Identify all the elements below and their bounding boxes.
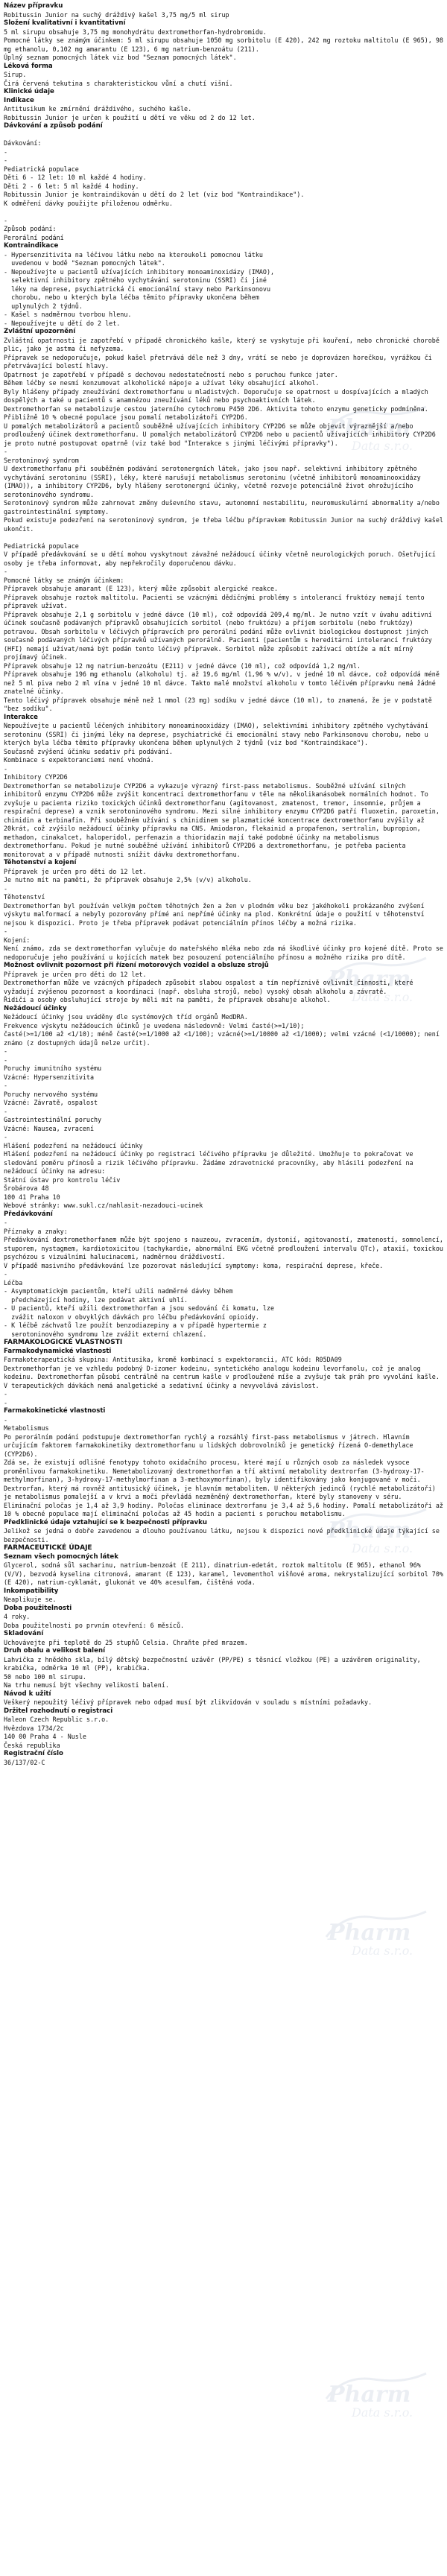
section-heading: Možnost ovlivnit pozornost při řízení motorových vozidel a obsluze strojů [4,962,269,969]
section-text: Nepoužívejte u pacientů léčených inhibitory monoaminooxidázy (IMAO), selektivními inhibitory zpětného vychytávání serotoninu (SSRI) či jinými léky na deprese, psychiatrické či emocionální stavy nebo Parkinsonovu chorobu, nebo u kterých byla léčba těmito přípravky ukončena během uplynulých 2 týdnů (viz bod "Kontraindikace"). Současně zvýšení účinku sedativ při podávání. Kombinace s expektoranciemi není vhodná. - Inhibitory CYP2D6 Dextromethorfan se metabolizuje CYP2D6 a vykazuje výrazný first-pass metabolismus. Souběžné užívání silných inhibitorů enzymu CYP2D6 může zvýšit koncentraci dextromethorfanu v těle na několikanásobek normálních hodnot. To zvyšuje u pacienta riziko toxických účinků dextromethorfanu (agitovanost, zmatenost, tremor, insomnie, průjem a respirační deprese) a vznik serotoninového syndromu. Mezi silné inhibitory enzymu CYP2D6 patří fluoxetin, paroxetin, chinidin a terbinafin. Při souběžném užívání s chinidinem se plazmatické koncentrace dextromethorfanu zvýšily až 20krát, což zvýšilo nežádoucí účinky přípravku na CNS. Amiodaron, flekainid a propafenon, sertralin, bupropion, methadon, cinakalcet, haloperidol, perfenazin a thioridazin mají také podobné účinky na metabolismus dextromethorfanu. Pokud je nutné souběžné užívání inhibitorů CYP2D6 a dextromethorfanu, je potřeba pacienta monitorovat a v případě nutnosti snížit dávku dextromethorfanu. [4,722,440,858]
section-heading: Doba použitelnosti [4,1604,72,1612]
section-heading: Skladování [4,1630,44,1637]
section-heading: Klinické údaje [4,88,54,95]
section-text: - Příznaky a znaky: Předávkování dextromethorfanem může být spojeno s nauzeou, zvracením, dystonií, agitovaností, zmateností, somnolencí, stuporem, nystagmem, kardiotoxicitou (tachykardie, abnormální EKG včetně prodloužení intervalu QTc), ataxií, toxickou psychózou s vizuálními halucinacemi, nadměrnou dráždivostí. V případě masivního předávkování lze pozorovat následující symptomy: koma, respirační deprese, křeče. - Léčba - Asymptomatickým pacientům, kteří užili nadměrné dávky během předcházející hodiny, lze podávat aktivní uhlí. - U pacientů, kteří užili dextromethorfan a jsou sedování či komatu, lze zvážit naloxon v obvyklých dávkách pro léčbu předávkování opioidy. - K léčbě záchvatů lze použít benzodiazepiny a v případě hypertermie z serotoninového syndromu lze zvážit externí chlazení. [4,1219,443,1338]
svg-text:Pharm: Pharm [328,2382,411,2408]
svg-text:Data s.r.o.: Data s.r.o. [352,439,413,453]
section-heading: Těhotenství a kojení [4,859,77,866]
section-text: Přípravek je určen pro děti do 12 let. Je nutno mít na paměti, že přípravek obsahuje 2,5% (v/v) alkoholu. - Těhotenství Dextromethorfan byl používán velkým počtem těhotných žen a žen v plodném věku bez jakéhokoli prokázaného zvýšení výskytu malformací a nebyly pozorovány přímé ani nepřímé účinky na plod. Konkrétní údaje o použití v těhotenství nejsou k dispozici. Proto je třeba přípravek podávat potenciálním přínos léčby a možná rizika. - Kojení: Není známo, zda se dextromethorfan vylučuje do mateřského mléka nebo zda má škodlivé účinky pro kojené dítě. Proto se nedoporučuje jeho používání u kojících matek bez posouzení potenciálního přínosu a možného rizika pro dítě. [4,867,443,961]
svg-text:Data s.r.o.: Data s.r.o. [352,1541,413,1555]
section-text: Dávkování: - - Pediatrická populace Děti 6 - 12 let: 10 ml každé 4 hodiny. Děti 2 - 6 let: 5 ml každé 4 hodiny. Robitussin Junior je kontraindikován u dětí do 2 let (viz bod "Kontraindikace"). K odměření dávky použijte přiloženou odměrku. - Způsob podání: Perorální podání [4,139,305,241]
section-heading: Léková forma [4,62,53,70]
section-text: Lahvička z hnědého skla, bílý dětský bezpečnostní uzávěr (PP/PE) s těsnicí vložkou (PE) a uzávěrem originality, krabička, odměrka 10 ml (PP), krabička. 50 nebo 100 ml sirupu. Na trhu nemusí být všechny velikosti balení. [4,1655,421,1689]
section-text: Farmakoterapeutická skupina: Antitusika, kromě kombinací s expektorancii, ATC kód: R05DA09 Dextromethorfan je ve vzhledu podobný D-izomer kodeinu, syntetického analogu kodeinu levorfanolu, což je analog kodeinu. Dextromethorfan působí centrálně na centrum kašle v prodloužené míše a zvyšuje tak práh pro vyvolání kašle. V terapeutických dávkách nemá analgetické a sedativní účinky a nevyvolává závislost. - - [4,1356,440,1406]
section-heading: Zvláštní upozornění [4,328,76,335]
section-text: Antitusikum ke zmírnění dráždivého, suchého kašle. Robitussin Junior je určen k použití u dětí ve věku od 2 do 12 let. [4,105,256,121]
section-heading-major: FARMAKOLOGICKÉ VLASTNOSTI [4,1339,123,1346]
section-heading: Farmakokinetické vlastnosti [4,1407,106,1415]
section-text: 5 ml sirupu obsahuje 3,75 mg monohydrátu dextromethorfan-hydrobromidu. Pomocné látky se známým účinkem: 5 ml sirupu obsahuje 1050 mg sorbitolu (E 420), 242 mg roztoku maltitolu (E 965), 98 mg ethanolu, 0,102 mg amarantu (E 123), 6 mg natrium-benzoátu (211). Úplný seznam pomocných látek viz bod "Seznam pomocných látek". [4,28,443,61]
section-text: Jelikož se jedná o dobře zavedenou a dlouho používanou látku, nejsou k dispozici nové předklinické údaje týkající se bezpečnosti. [4,1527,443,1544]
svg-text:Pharm: Pharm [328,415,411,441]
section-text: Uchovávejte při teplotě do 25 stupňů Celsia. Chraňte před mrazem. [4,1638,248,1646]
section-heading: Interakce [4,713,38,721]
section-text: 36/137/02-C [4,1758,45,1766]
watermark-logo [322,1907,434,1959]
section-text: Veškerý nepoužitý léčivý přípravek nebo odpad musí být zlikvidován v souladu s místními požadavky. [4,1698,372,1706]
section-heading-major: FARMACEUTICKÉ ÚDAJE [4,1544,92,1552]
svg-text:Pharm: Pharm [328,966,411,992]
section-text: - Hypersenzitivita na léčivou látku nebo na kteroukoli pomocnou látku uvedenou v bodě "Seznam pomocných látek". - Nepoužívejte u pacientů užívajících inhibitory monoaminoxidázy (IMAO), selektivní inhibitory zpětného vychytávání serotoninu (SSRI) či jiné léky na deprese, psychiatrická či emocionální stavy nebo Parkinsonovu chorobu, nebo u kterých byla léčba těmito přípravky ukončena během uplynulých 2 týdnů. - Kašel s nadměrnou tvorbou hlenu. - Nepoužívejte u dětí do 2 let. [4,250,275,327]
section-text: Sirup. Čirá červená tekutina s charakteristickou vůní a chutí višní. [4,71,233,87]
section-heading: Název přípravku [4,2,63,10]
section-heading: Nežádoucí účinky [4,1004,67,1012]
section-heading: Předávkování [4,1210,53,1218]
section-text: Přípravek je určen pro děti do 12 let. Dextromethorfan může ve vzácných případech způsobit slabou ospalost a tím nepříznivě ovlivnit činnosti, které vyžadují zvýšenou pozornost a koordinaci (např. obsluha strojů, nebo) vysoký obsah alkoholu a závratě. Řidiči a osoby obsluhující stroje by měli mít na paměti, že přípravek obsahuje alkohol. [4,970,413,1003]
section-heading: Druh obalu a velikost balení [4,1647,106,1655]
svg-text:Data s.r.o.: Data s.r.o. [352,990,413,1004]
spc-document [4,2,447,1767]
svg-text:Data s.r.o.: Data s.r.o. [352,2405,413,2420]
section-heading: Návod k užití [4,1690,51,1698]
svg-text:Pharm: Pharm [328,1517,411,1544]
section-text: - Metabolismus Po perorálním podání podstupuje dextromethorfan rychlý a rozsáhlý first-pass metabolismus v játrech. Hlavním určujícím faktorem farmakokinetiky dextromethorfanu u lidských dobrovolníků je genetický řízená O-demethylace (CYP2D6). Zdá se, že existují odlišné fenotypy tohoto oxidačního procesu, které mají u různých osob za následek vysoce proměnlivou farmakokinetiku. Nemetabolizovaný dextromethorfan a tří aktivní metabolity dextrorfan (3-hydroxy-17-methylmorfinan), 3-hydroxy-17-methylmorfinan a 3-methoxymorfinan), byly identifikovány jako konjugované v moči. Dextrorfan, který má rovněž antitusický účinek, je hlavním metabolitem. U některých jedinců (rychlé metabolizátoři) je metabolismus pomalejší a v krvi a moči převládá nezměněný dextromethorfan, které byly stanoveny v séru. Eliminační poločas je 1,4 až 3,9 hodiny. Poločas eliminace dextrorfanu je 3,4 až 5,6 hodiny. Pomalí metabolizátoři až 10 % obecné populace mají eliminační poločas až 45 hodin a pacienti s poruchou metabolismu. [4,1415,443,1517]
svg-text:Pharm: Pharm [328,1920,411,1946]
section-heading: Předklinické údaje vztahující se k bezpečnosti přípravku [4,1518,207,1526]
watermark-logo [322,2369,434,2421]
section-heading: Držitel rozhodnutí o registraci [4,1707,113,1715]
section-heading: Indikace [4,96,34,104]
section-text: Robitussin Junior na suchý dráždivý kašel 3,75 mg/5 ml sirup [4,10,229,19]
section-text: Nežádoucí účinky jsou uváděny dle systémových tříd orgánů MedDRA. Frekvence výskytu nežádoucích účinků je uvedena následovně: Velmi časté(>=1/10); časté(>=1/100 až <1/10); méně časté(>=1/1000 až <1/100); vzácné(>=1/10000 až <1/1000); velmi vzácné (<1/10000); není známo (z dostupných údajů nelze určit). - - Poruchy imunitního systému Vzácné: Hypersenzitivita - Poruchy nervového systému Vzácné: Závratě, ospalost - Gastrointestinální poruchy Vzácné: Nausea, zvracení - Hlášení podezření na nežádoucí účinky Hlášení podezření na nežádoucí účinky po registraci léčivého přípravku je důležité. Umožňuje to pokračovat ve sledování poměru přínosů a rizik léčivého přípravku. Žádáme zdravotnické pracovníky, aby hlásili podezření na nežádoucí účinky na adresu: Státní ústav pro kontrolu léčiv Šrobárova 48 100 41 Praha 10 Webové stránky: www.sukl.cz/nahlasit-nezadouci-ucinek [4,1013,440,1209]
section-text: Glycerol, sodná sůl sacharinu, natrium-benzoát (E 211), dinatrium-edetát, roztok maltitolu (E 965), ethanol 96% (V/V), bezvodá kyselina citronová, amarant (E 123), karamel, levomenthol višňové aroma, nekrystalizující sorbitol 70% (E 420), natrium-cyklamát, glukonát ve 40% acesulfam, čištěná voda. [4,1561,447,1586]
section-heading: Farmakodynamické vlastnosti [4,1347,112,1355]
section-heading: Registrační číslo [4,1750,63,1757]
section-heading: Dávkování a způsob podání [4,122,103,130]
svg-text:Data s.r.o.: Data s.r.o. [352,1944,413,1958]
section-heading: Kontraindikace [4,242,59,250]
section-heading: Seznam všech pomocných látek [4,1552,118,1561]
section-text: Haleon Czech Republic s.r.o. Hvězdova 1734/2c 140 00 Praha 4 - Nusle Česká republika [4,1716,110,1749]
section-text: 4 roky. Doba použitelnosti po prvním otevření: 6 měsíců. [4,1613,185,1629]
section-text: Neaplikuje se. [4,1596,57,1603]
section-heading: Inkompatibility [4,1587,59,1595]
section-heading: Složení kvalitativní i kvantitativní [4,19,126,27]
section-text: Zvláštní opatrnosti je zapotřebí v případě chronického kašle, který se vyskytuje při kouření, nebo chronické chorobě plic, jako je astma či nefyzema. Přípravek se nedoporučuje, pokud kašel přetrvává déle než 3 dny, vrátí se nebo je doprovázen horečkou, vyrážkou či přetrvávající bolestí hlavy. Opatrnost je zapotřebí v případě s dechovou nedostatečností nebo s poruchou funkce jater. Během léčby se nesmí konzumovat alkoholické nápoje a užívat léky obsahující alkohol. Byly hlášeny případy zneužívání dextromethorfanu u mladistvých. Doporučuje se opatrnost u dospívajících a mladých dospělých a také u pacientů s anamnézou zneužívání léků nebo psychoaktivních látek. Dextromethorfan se metabolizuje cestou jaterního cytochromu P450 2D6. Aktivita tohoto enzymu geneticky podmíněna. Přibližně 10 % obecné populace jsou pomalí metabolizátoři CYP2D6. U pomalých metabolizátorů a pacientů souběžně užívajících inhibitory CYP2D6 se může objevit výraznější a/nebo prodloužený účinek dextromethorfanu. U pomalých metabolizátorů CYP2D6 nebo u pacientů užívajících inhibitory CYP2D6 je proto nutné postupovat opatrně (viz také bod "Interakce s jinými léčivými přípravky"). - Serotoninový syndrom U dextromethorfanu při souběžném podávání serotonergních látek, jako jsou např. selektivní inhibitory zpětného vychytávání serotoninu (SSRI), léky, které narušují metabolismus serotoninu (včetně inhibitorů monoaminooxidázy (IMAO)), a inhibitory CYP2D6, byly hlášeny serotonergní účinky, včetně rozvoje potenciálně život ohrožujícího serotoninového syndromu. Serotoninový syndrom může zahrnovat změny duševního stavu, autonomní nestabilitu, neuromuskulární abnormality a/nebo gastrointestinální symptomy. Pokud existuje podezření na serotoninový syndrom, je třeba léčbu přípravkem Robitussin Junior na suchý dráždivý kašel ukončit. Pediatrická populace V případě předávkování se u dětí mohou vyskytnout závažné nežádoucí účinky včetně neurologických poruch. Ošetřující osoby je třeba informovat, aby nepřekročily doporučenou dávku. - Pomocné látky se známým účinkem: Přípravek obsahuje amarant (E 123), který může způsobit alergické reakce. Přípravek obsahuje roztok maltitolu. Pacienti se vzácnými dědičnými problémy s intolerancí fruktózy nemají tento přípravek užívat. Přípravek obsahuje 2,1 g sorbitolu v jedné dávce (10 ml), což odpovídá 209,4 mg/ml. Je nutno vzít v úvahu aditivní účinek současně podávaných přípravků obsahujících sorbitol (nebo fruktózu) a příjem sorbitolu (nebo fruktózy) potravou. Obsah sorbitolu v léčivých přípravcích pro perorální podání může ovlivnit biologickou dostupnost jiných současně podávaných léčivých přípravků užívaných perorálně. Pacienti (pacientům s hereditární intolerancí fruktózy (HFI) nemají užívat/nemá být podán tento léčivý přípravek. Sorbitol může způsobit zažívací obtíže a mít mírný projímavý účinek. Přípravek obsahuje 12 mg natrium-benzoátu (E211) v jedné dávce (10 ml), což odpovídá 1,2 mg/ml. Přípravek obsahuje 196 mg ethanolu (alkoholu) tj. až 19,6 mg/ml (1,96 % w/v), v jedné 10 ml dávce, což odpovídá méně než 5 ml piva nebo 2 ml vína v jedné 10 ml dávce. Takto malé množství alkoholu v tomto léčivém přípravku nemá žádné znatelné účinky. Tento léčivý přípravek obsahuje méně než 1 mmol (23 mg) sodíku v jedné dávce (10 ml), to znamená, že je v podstatě "bez sodíku". [4,336,443,712]
